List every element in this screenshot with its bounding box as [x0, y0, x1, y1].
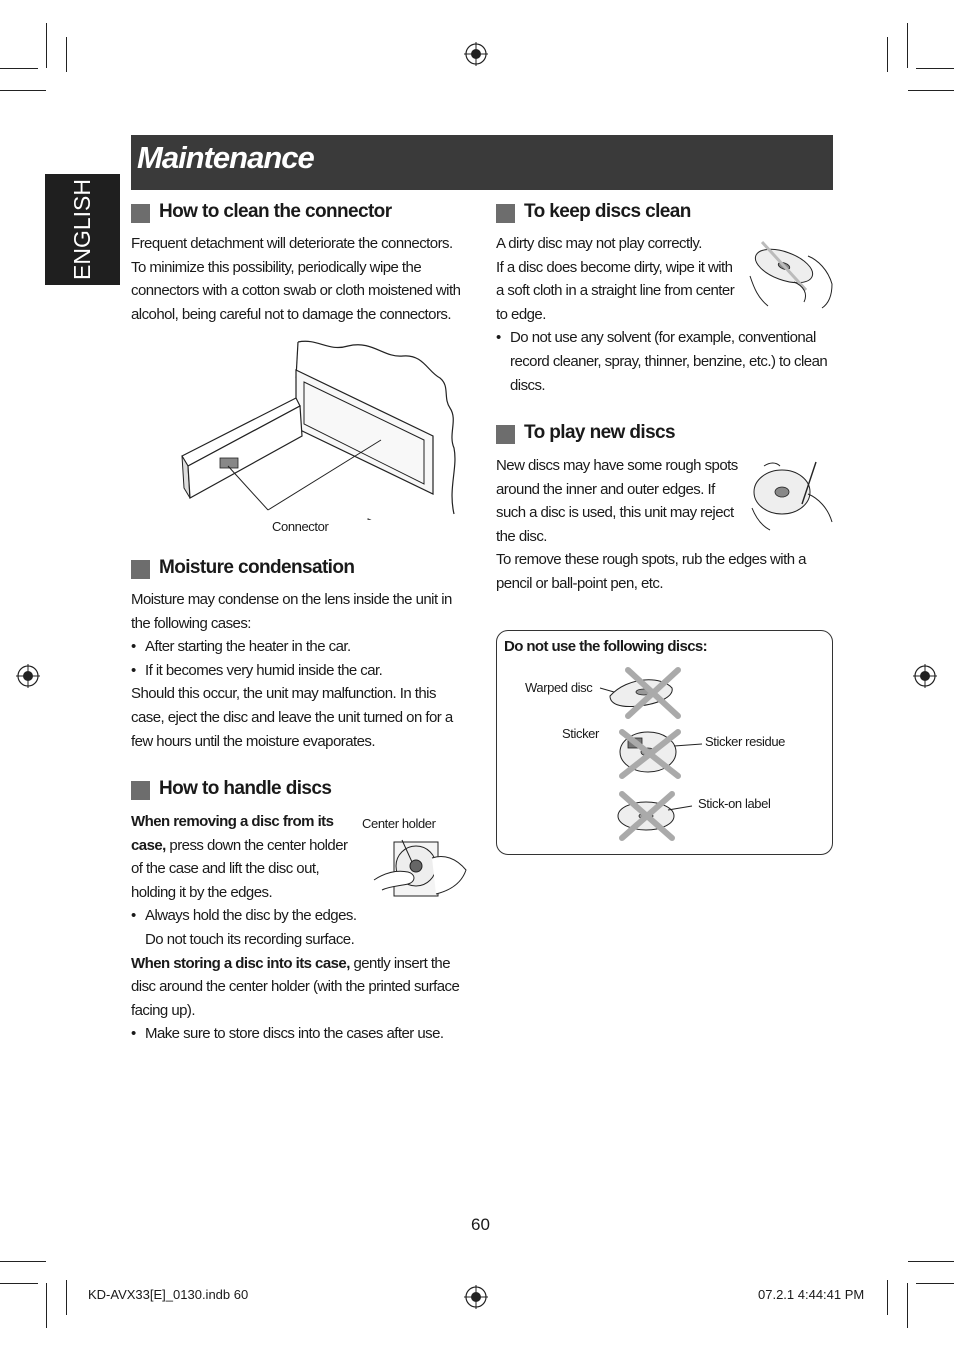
bullet-continuation: discs.: [510, 376, 546, 394]
text-line: pencil or ball-point pen, etc.: [496, 574, 663, 592]
bold-text: When storing a disc into its case,: [131, 954, 350, 972]
connector-label: Connector: [272, 519, 329, 534]
stick-on-label: Stick-on label: [698, 796, 771, 811]
text-line: Frequent detachment will deteriorate the connectors.: [131, 235, 453, 252]
bullet-continuation: Do not touch its recording surface.: [145, 930, 355, 948]
connector-text: [131, 232, 471, 326]
bad-discs-illustration: [598, 666, 708, 846]
bullet-item: • Always hold the disc by the edges.: [131, 904, 471, 928]
moisture-text: [131, 588, 471, 753]
text-line: around the inner and outer edges. If: [496, 480, 715, 498]
section-marker: [131, 560, 150, 579]
text: gently insert the: [349, 954, 451, 972]
page-number: 60: [471, 1215, 490, 1234]
car-stereo-connector-illustration: [178, 338, 458, 520]
heading-moisture: Moisture condensation: [159, 557, 355, 578]
heading-keep-clean: To keep discs clean: [524, 201, 691, 222]
page-title: Maintenance: [137, 140, 314, 175]
text-line: to edge.: [496, 305, 546, 323]
footer-timestamp: 07.2.1 4:44:41 PM: [758, 1287, 865, 1302]
bullet-item: • Do not use any solvent (for example, conventional: [496, 326, 836, 350]
text-line: of the case and lift the disc out,: [131, 860, 320, 878]
disc-wiping-illustration: [748, 236, 834, 310]
section-marker: [496, 204, 515, 223]
text-line: disc around the center holder (with the printed surface: [131, 978, 460, 996]
text: press down the center holder: [165, 836, 348, 854]
text-line: such a disc is used, this unit may reject: [496, 504, 734, 522]
bold-text: case,: [131, 836, 166, 854]
text-line: Moisture may condense on the lens inside the unit in: [131, 591, 452, 608]
heading-connector: How to clean the connector: [159, 201, 392, 222]
registration-mark-bottom: [464, 1285, 488, 1309]
center-holder-label: Center holder: [362, 816, 436, 831]
language-tab-label: ENGLISH: [69, 179, 95, 280]
warning-heading: Do not use the following discs:: [504, 638, 708, 655]
bullet-item: • Make sure to store discs into the cases after use.: [131, 1022, 471, 1046]
text-line: the disc.: [496, 527, 547, 545]
section-marker: [496, 425, 515, 444]
text-line: A dirty disc may not play correctly.: [496, 235, 702, 252]
text-line: Should this occur, the unit may malfunction. In this: [131, 685, 436, 703]
registration-mark-left: [16, 664, 40, 688]
heading-new-discs: To play new discs: [524, 422, 675, 443]
disc-case-hand-illustration: [372, 836, 468, 902]
bullet-continuation: record cleaner, spray, thinner, benzine, etc.) to clean: [510, 352, 828, 370]
registration-mark-right: [913, 664, 937, 688]
text-line: the following cases:: [131, 614, 251, 632]
bold-text: When removing a disc from its: [131, 813, 334, 830]
sticker-residue-label: Sticker residue: [705, 734, 785, 749]
text-line: New discs may have some rough spots: [496, 457, 738, 474]
text-line: a soft cloth in a straight line from center: [496, 282, 735, 300]
text-line: To minimize this possibility, periodically wipe the: [131, 258, 422, 276]
text-line: holding it by the edges.: [131, 883, 273, 901]
registration-mark-top: [464, 42, 488, 66]
section-marker: [131, 204, 150, 223]
bullet-item: • After starting the heater in the car.: [131, 635, 471, 659]
warped-disc-label: Warped disc: [525, 680, 593, 695]
text-line: alcohol, being careful not to damage the connectors.: [131, 305, 451, 323]
text-line: To remove these rough spots, rub the edges with a: [496, 551, 806, 569]
text-line: facing up).: [131, 1001, 195, 1019]
text-line: case, eject the disc and leave the unit turned on for a: [131, 708, 453, 726]
bullet-item: • If it becomes very humid inside the car.: [131, 659, 471, 683]
text-line: If a disc does become dirty, wipe it with: [496, 258, 733, 276]
sticker-label: Sticker: [562, 726, 599, 741]
text-line: connectors with a cotton swab or cloth moistened with: [131, 282, 461, 300]
section-marker: [131, 781, 150, 800]
heading-handle-discs: How to handle discs: [159, 778, 332, 799]
disc-edge-rubbing-illustration: [746, 458, 834, 532]
text-line: few hours until the moisture evaporates.: [131, 732, 375, 750]
footer-file-info: KD-AVX33[E]_0130.indb 60: [88, 1287, 249, 1302]
